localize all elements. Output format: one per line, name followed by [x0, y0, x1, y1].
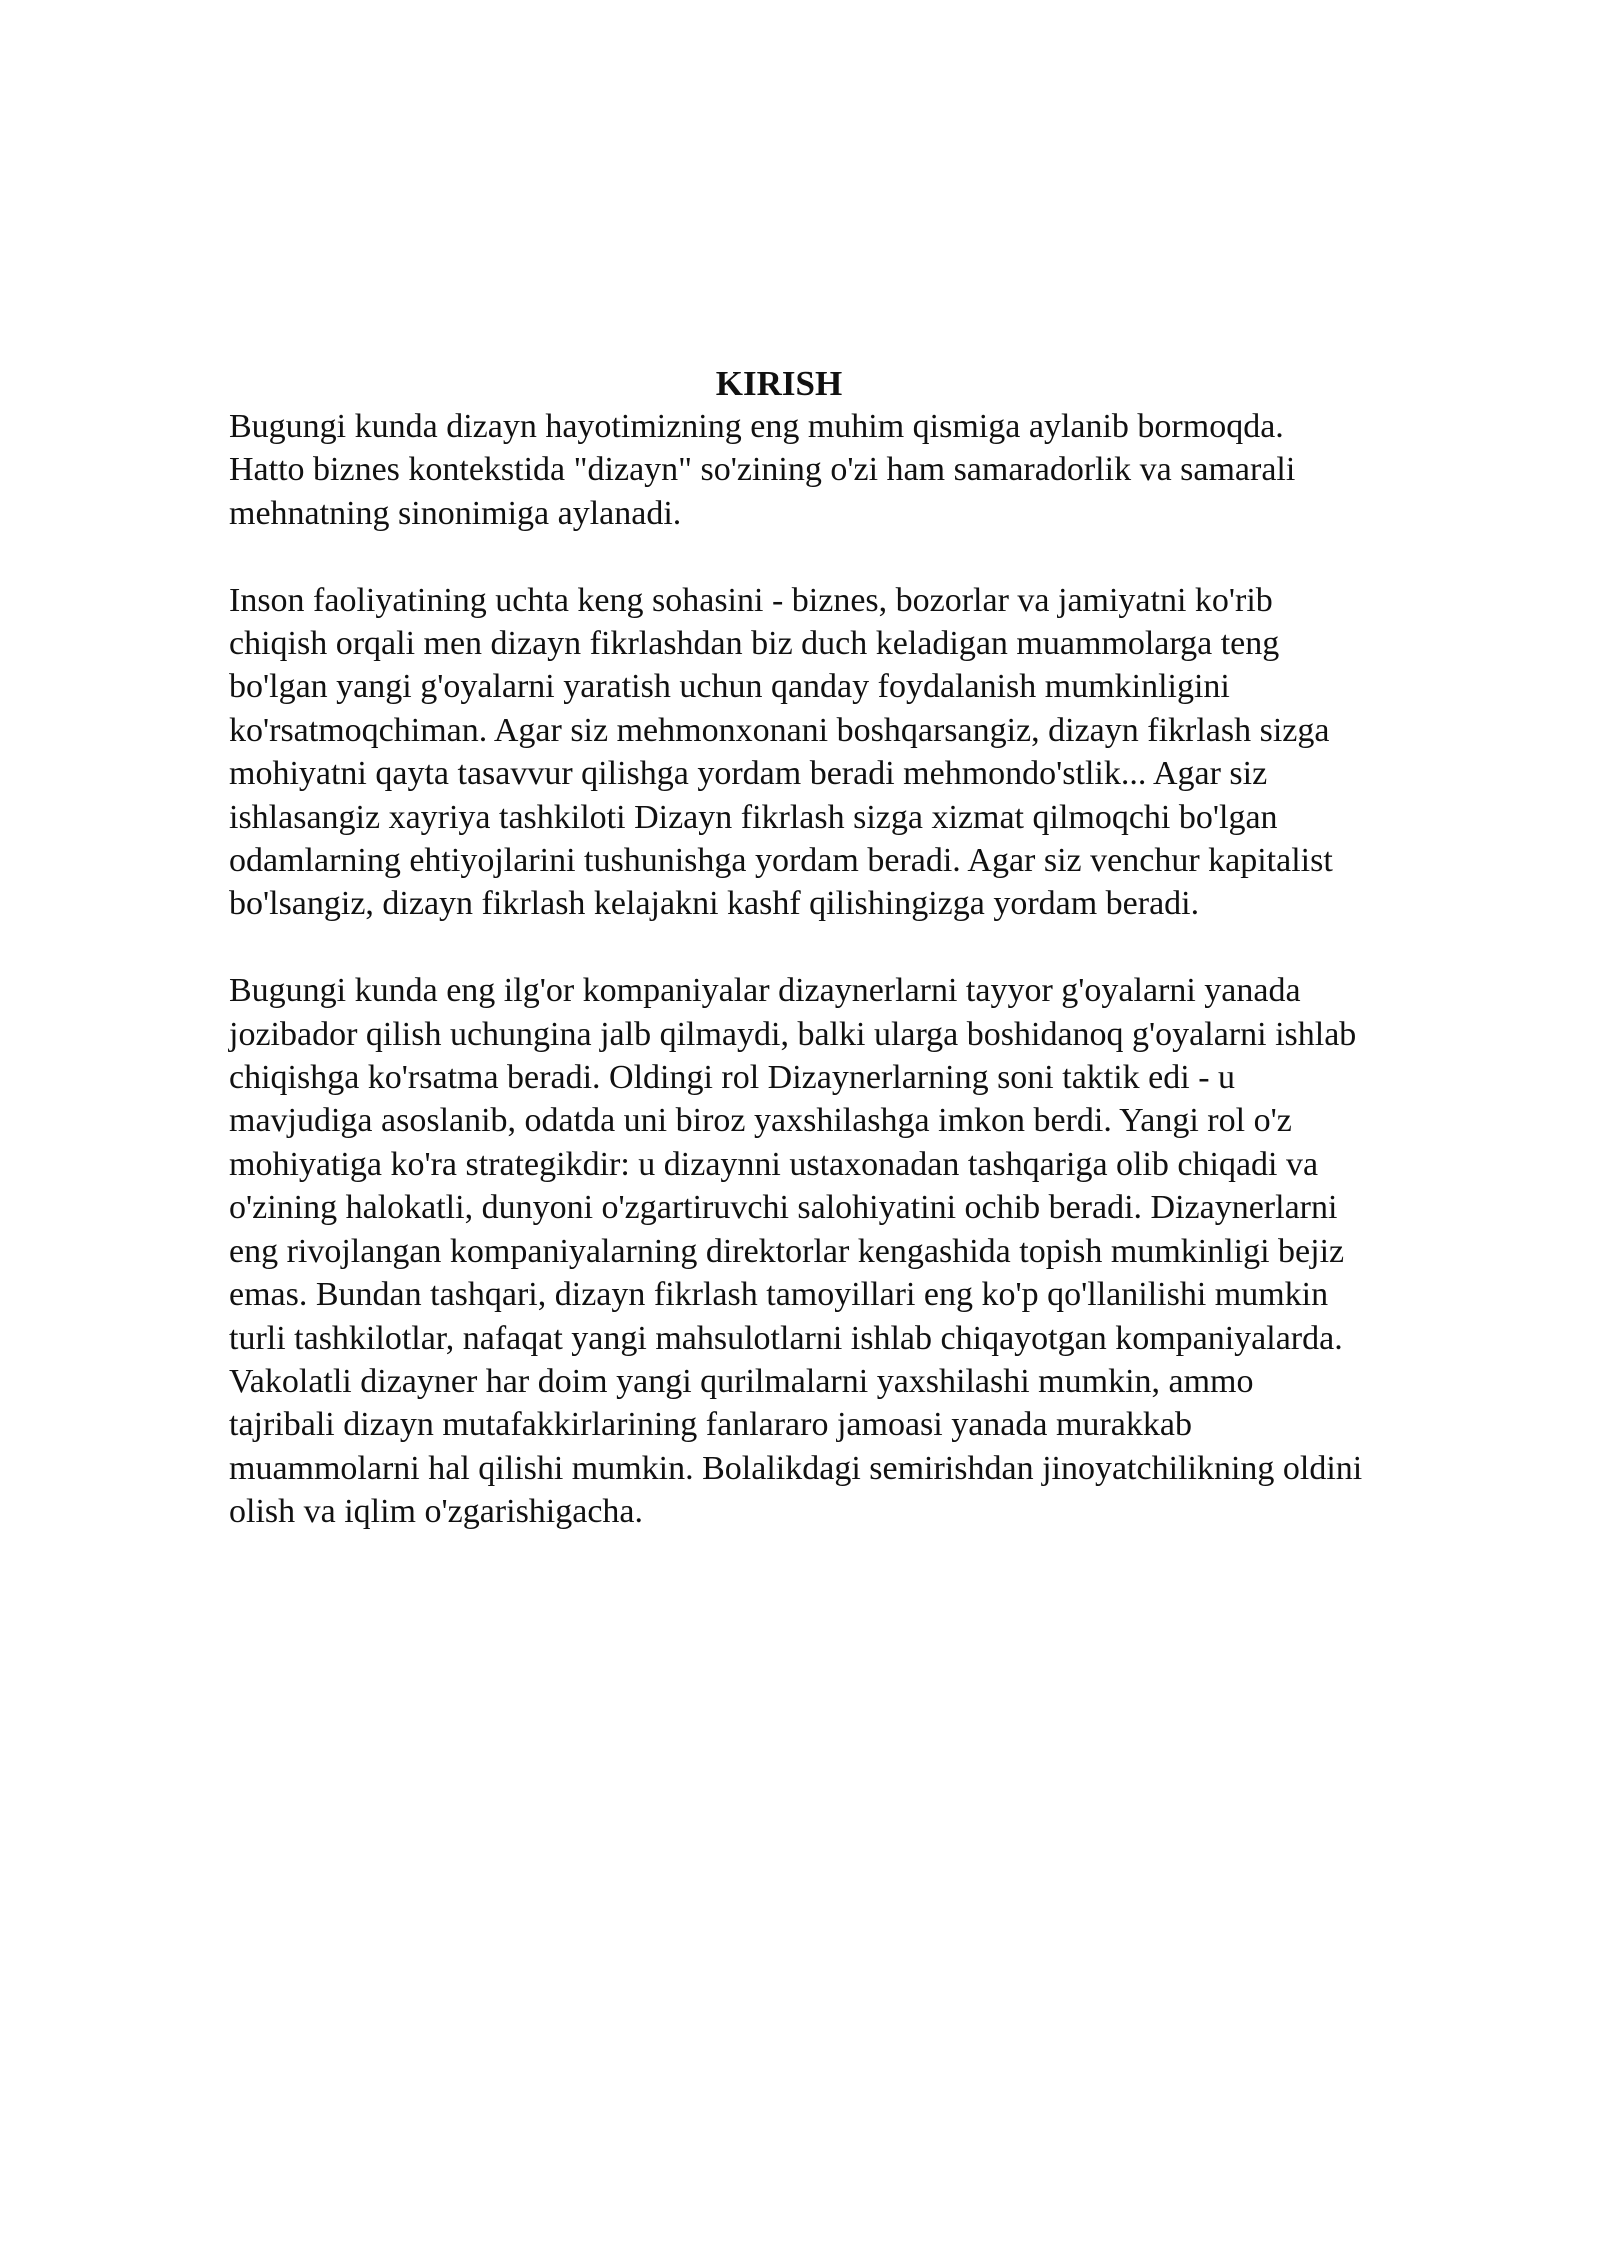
- paragraph-line: emas. Bundan tashqari, dizayn fikrlash tamoyillari eng ko'p qo'llanilishi mumkin: [229, 1276, 1329, 1314]
- paragraph-line: mohiyatiga ko'ra strategikdir: u dizaynni ustaxonadan tashqariga olib chiqadi va: [229, 1145, 1319, 1183]
- page-heading: [229, 362, 1329, 405]
- paragraph-line: ko'rsatmoqchiman. Agar siz mehmonxonani boshqarsangiz, dizayn fikrlash sizga: [229, 711, 1330, 749]
- paragraph-line: Bugungi kunda eng ilg'or kompaniyalar dizaynerlarni tayyor g'oyalarni yanada: [229, 972, 1301, 1010]
- paragraph-line: mavjudiga asoslanib, odatda uni biroz yaxshilashga imkon berdi. Yangi rol o'z: [229, 1102, 1292, 1140]
- paragraph-line: Hatto biznes kontekstida "dizayn" so'zining o'zi ham samaradorlik va samarali: [229, 451, 1296, 489]
- paragraph-line: o'zining halokatli, dunyoni o'zgartiruvchi salohiyatini ochib beradi. Dizaynerlarni: [229, 1189, 1338, 1227]
- paragraph-line: Vakolatli dizayner har doim yangi qurilmalarni yaxshilashi mumkin, ammo: [229, 1362, 1254, 1400]
- paragraph-line: odamlarning ehtiyojlarini tushunishga yordam beradi. Agar siz venchur kapitalist: [229, 842, 1333, 880]
- paragraph-line: mehnatning sinonimiga aylanadi.: [229, 494, 682, 532]
- paragraph-line: chiqish orqali men dizayn fikrlashdan biz duch keladigan muammolarga teng: [229, 625, 1280, 663]
- paragraph-line: muammolarni hal qilishi mumkin. Bolalikdagi semirishdan jinoyatchilikning oldini: [229, 1449, 1363, 1487]
- paragraph-line: Bugungi kunda dizayn hayotimizning eng muhim qismiga aylanib bormoqda.: [229, 408, 1284, 445]
- paragraph-line: ishlasangiz xayriya tashkiloti Dizayn fikrlash sizga xizmat qilmoqchi bo'lgan: [229, 798, 1278, 836]
- document-body: [229, 362, 1529, 1577]
- heading-text: KIRISH: [715, 364, 843, 403]
- paragraph-1: [229, 405, 1529, 535]
- paragraph-line: bo'lsangiz, dizayn fikrlash kelajakni kashf qilishingizga yordam beradi.: [229, 885, 1200, 923]
- paragraph-line: bo'lgan yangi g'oyalarni yaratish uchun qanday foydalanish mumkinligini: [229, 668, 1230, 706]
- paragraph-2: [229, 579, 1529, 926]
- paragraph-line: Inson faoliyatining uchta keng sohasini - biznes, bozorlar va jamiyatni ko'rib: [229, 581, 1273, 619]
- paragraph-line: mohiyatni qayta tasavvur qilishga yordam beradi mehmondo'stlik... Agar siz: [229, 755, 1268, 793]
- paragraph-line: chiqishga ko'rsatma beradi. Oldingi rol Dizaynerlarning soni taktik edi - u: [229, 1059, 1236, 1097]
- paragraph-line: olish va iqlim o'zgarishigacha.: [229, 1493, 644, 1531]
- paragraph-line: tajribali dizayn mutafakkirlarining fanlararo jamoasi yanada murakkab: [229, 1406, 1192, 1444]
- paragraph-line: eng rivojlangan kompaniyalarning direktorlar kengashida topish mumkinligi bejiz: [229, 1232, 1345, 1270]
- paragraph-line: jozibador qilish uchungina jalb qilmaydi, balki ularga boshidanoq g'oyalarni ishlab: [229, 1015, 1357, 1053]
- paragraph-line: turli tashkilotlar, nafaqat yangi mahsulotlarni ishlab chiqayotgan kompaniyalarda.: [229, 1319, 1343, 1357]
- paragraph-3: [229, 969, 1529, 1533]
